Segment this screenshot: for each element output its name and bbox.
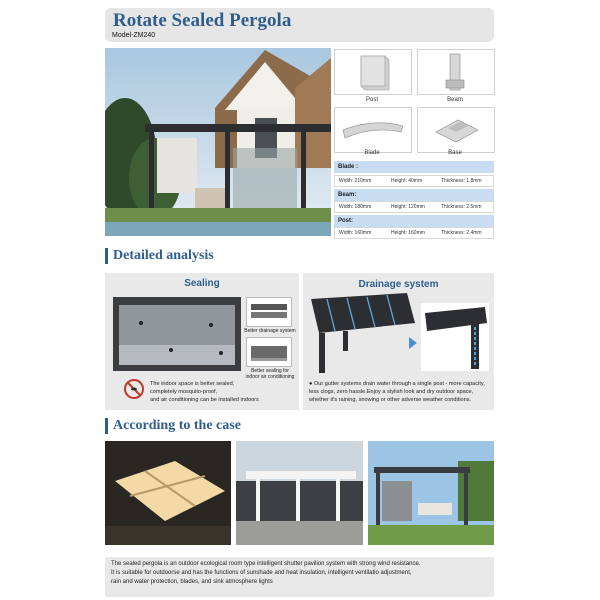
sealing-panel: [105, 273, 299, 410]
case-photo-villa: [236, 441, 363, 545]
drainage-detail-image: [246, 297, 292, 327]
sealing-text: The indoor space is better sealed,: [150, 381, 235, 387]
drainage-text: ● Our gutter systems drain water through a single post - more capacity,: [309, 381, 485, 387]
post-icon: [335, 50, 411, 94]
base-icon: [418, 108, 494, 152]
description-text: rain and water protection, blades, and sink atmosphere lights: [111, 579, 273, 585]
spec-post-row: [334, 227, 494, 239]
spec-value: Height: 120mm: [391, 204, 425, 210]
beam-label: Beam: [447, 97, 463, 103]
drainage-text: whether it's raining, snowing or other adverse weather conditions.: [309, 397, 472, 403]
blade-label: Blade: [364, 150, 380, 156]
spec-beam-row: [334, 201, 494, 213]
blade-thumbnail: [334, 107, 412, 153]
beam-thumbnail: [417, 49, 495, 95]
detail-caption: Better sealing for: [251, 368, 289, 374]
detail-caption: indoor air conditioning: [245, 374, 295, 380]
drainage-panel: [303, 273, 494, 410]
description-text: It is suitable for outdoorse and has the functions of sunshade and heat insulation, intelligent ventilatio adjustment,: [111, 570, 412, 576]
drainage-title: Drainage system: [358, 279, 439, 290]
post-thumbnail: [334, 49, 412, 95]
description-text: The sealed pergola is an outdoor ecological room type intelligent shutter pavilion system with strong wind resistance.: [111, 561, 421, 567]
drainage-illustration: [307, 293, 417, 375]
spec-value: Height: 40mm: [391, 178, 423, 184]
base-label: Base: [448, 150, 462, 156]
section-heading-analysis: Detailed analysis: [105, 248, 214, 264]
case-photo-garden: [368, 441, 494, 545]
spec-value: Width: 160mm: [339, 230, 372, 236]
sealing-room-illustration: [111, 295, 243, 375]
description-box: [105, 557, 494, 597]
spec-value: Height: 160mm: [391, 230, 425, 236]
spec-blade-row: [334, 175, 494, 187]
base-thumbnail: [417, 107, 495, 153]
hero-photo: [105, 48, 331, 236]
spec-blade-header: Blade :: [334, 161, 494, 173]
detail-caption: Better drainage system: [244, 328, 296, 334]
section-heading-cases: According to the case: [105, 418, 241, 434]
spec-value: Width: 210mm: [339, 178, 372, 184]
sealing-text: completely mosquito-proof,: [150, 389, 218, 395]
drainage-detail-illustration: [421, 303, 489, 371]
no-mosquito-icon: [123, 378, 145, 400]
spec-beam-header: Beam:: [334, 189, 494, 201]
drainage-text: less clogs, zero hassle.Enjoy a stylish look and dry outdoor space,: [309, 389, 474, 395]
sealing-text: and air conditioning can be installed indoors: [150, 397, 259, 403]
spec-value: Thickness: 2.4mm: [441, 230, 482, 236]
title-banner: [105, 8, 494, 42]
spec-value: Width: 180mm: [339, 204, 372, 210]
beam-icon: [418, 50, 494, 94]
spec-value: Thickness: 1.8mm: [441, 178, 482, 184]
model-number: Model-ZM240: [112, 32, 156, 39]
blade-icon: [335, 108, 411, 152]
spec-value: Thickness: 2.5mm: [441, 204, 482, 210]
post-label: Post: [365, 97, 378, 103]
sealing-title: Sealing: [184, 278, 220, 289]
case-photo-night: [105, 441, 231, 545]
spec-post-header: Post:: [334, 215, 494, 227]
sealing-detail-image: [246, 337, 292, 367]
page-title: Rotate Sealed Pergola: [113, 10, 292, 31]
